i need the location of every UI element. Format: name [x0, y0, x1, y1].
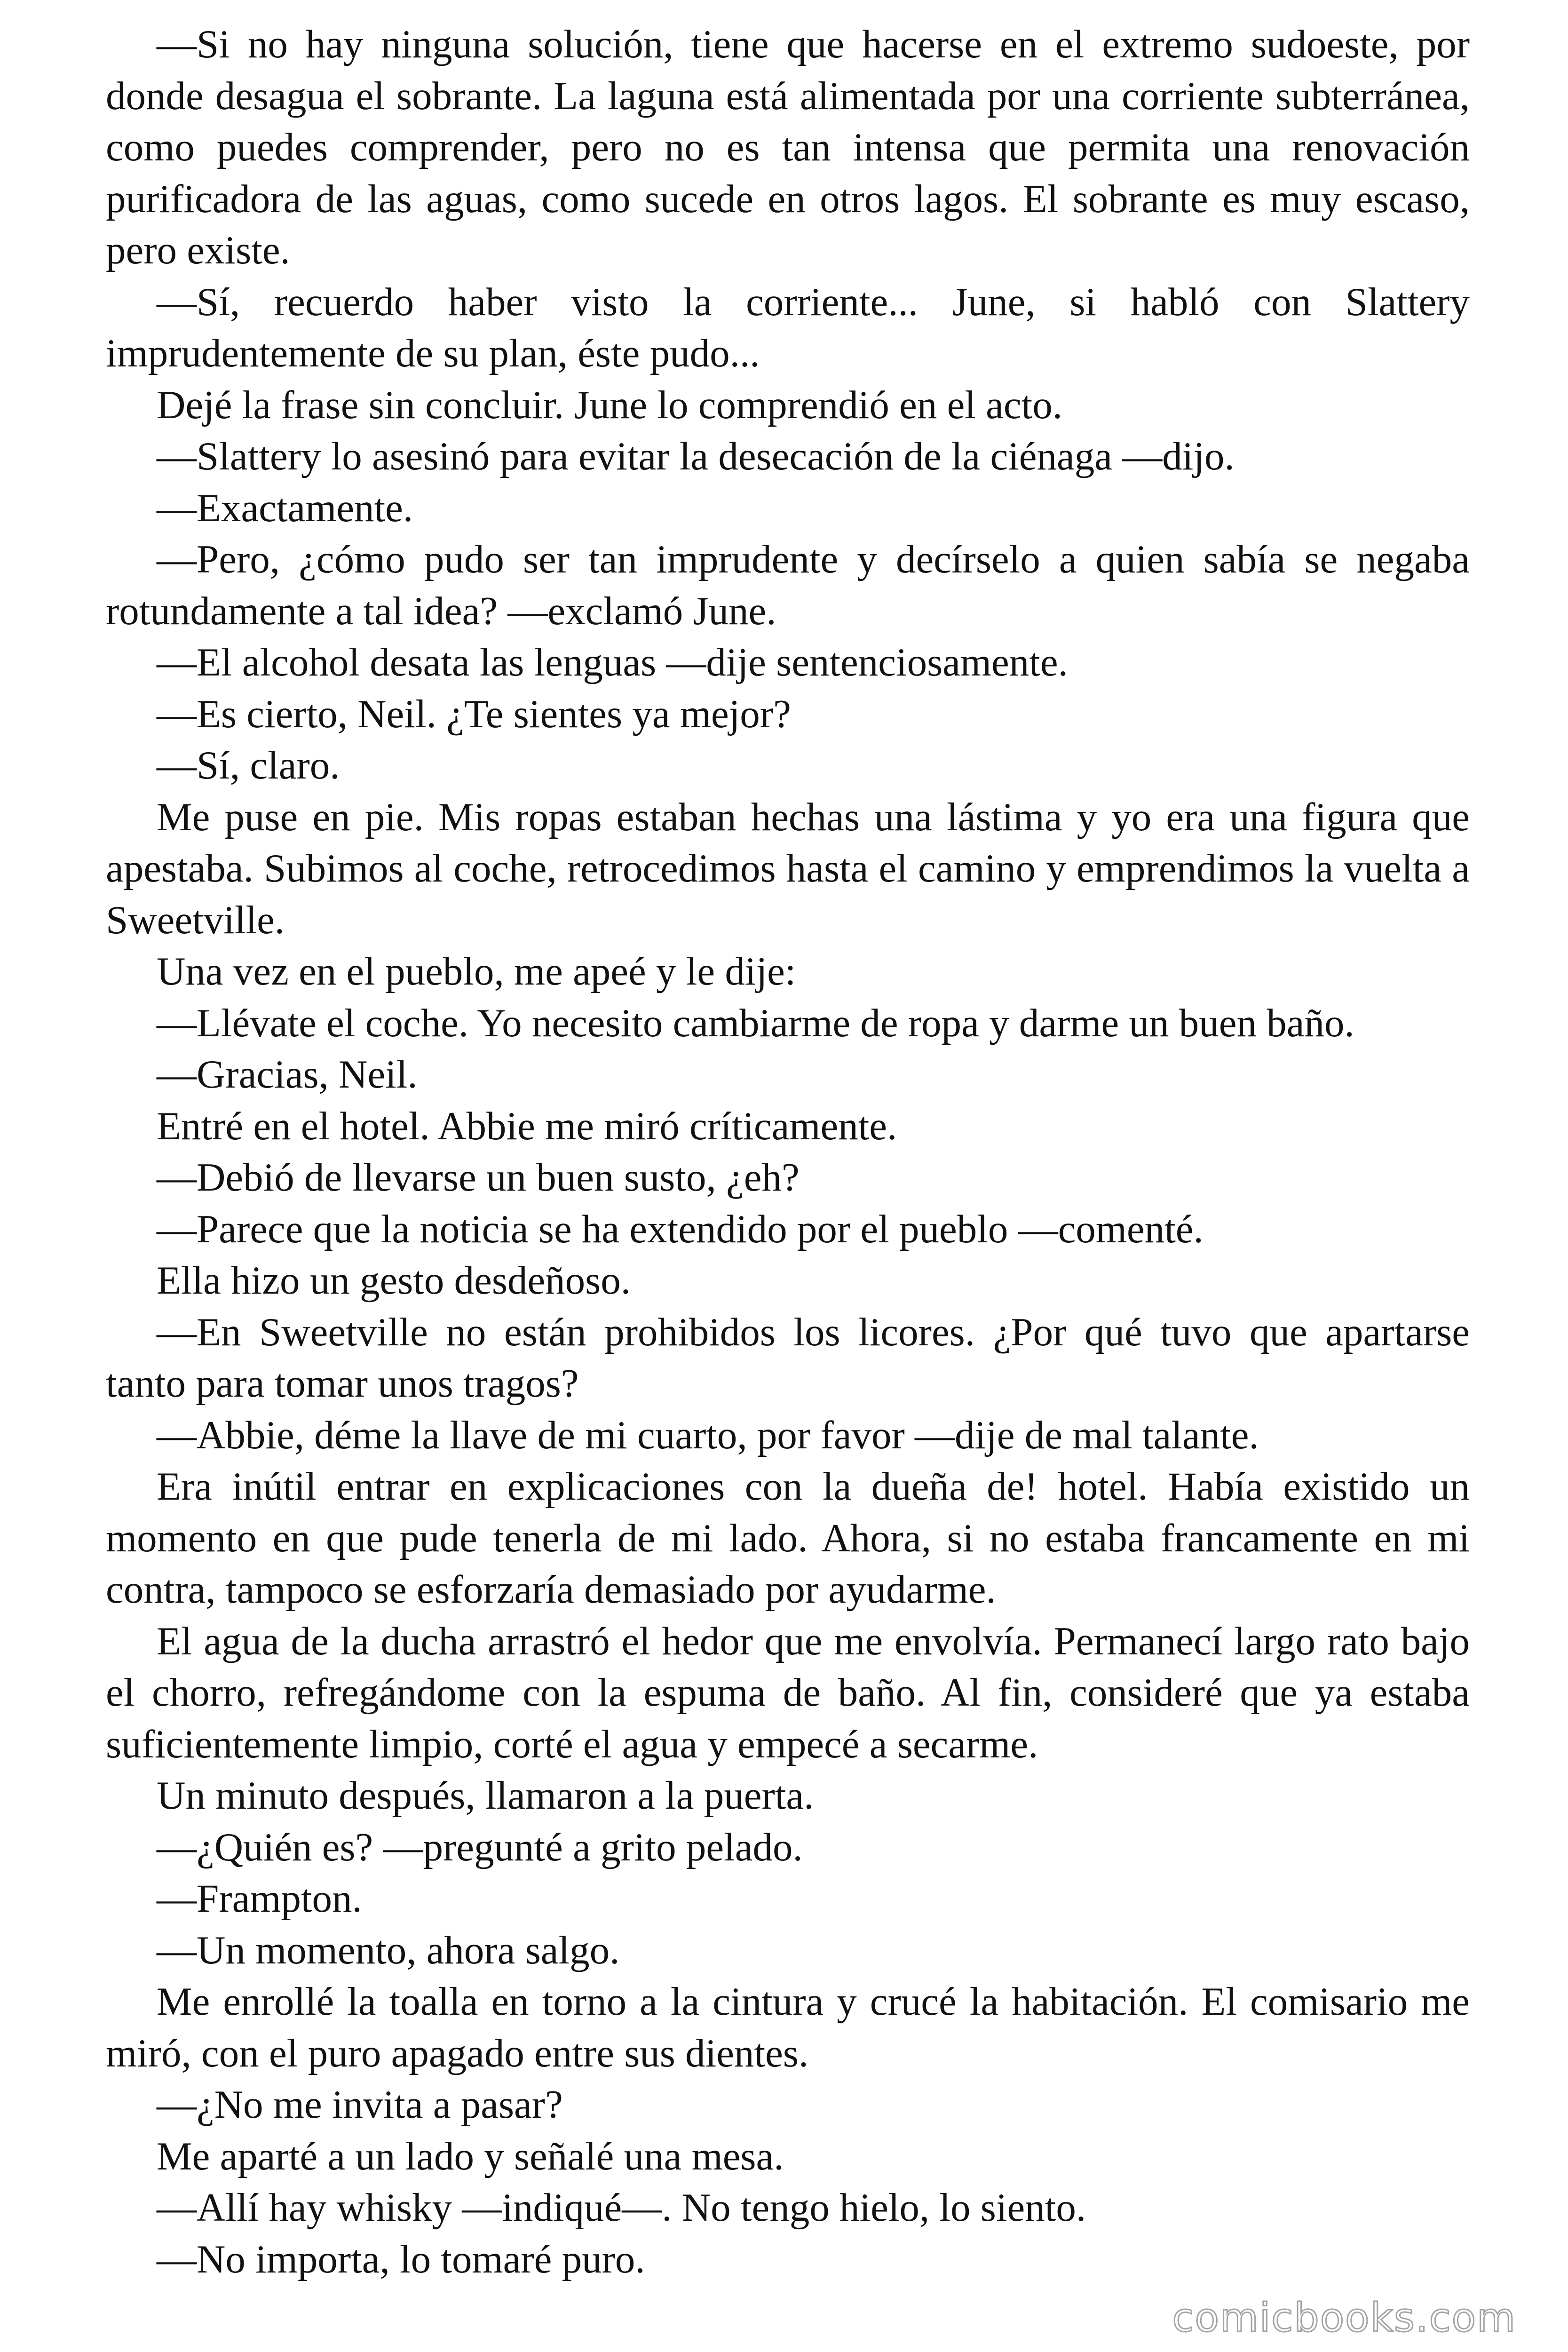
- paragraph: —Sí, claro.: [157, 743, 340, 787]
- paragraph: —Slattery lo asesinó para evitar la desecación de la ciénaga —dijo.: [157, 434, 1235, 478]
- page-body: [106, 19, 1470, 2285]
- paragraph: Me enrollé la toalla en torno a la cintura y crucé la habitación. El comisario me miró, con el puro apagado entre sus dientes.: [106, 1979, 1470, 2075]
- paragraph: Un minuto después, llamaron a la puerta.: [157, 1773, 814, 1818]
- paragraph: —El alcohol desata las lenguas —dije sentenciosamente.: [157, 640, 1068, 684]
- paragraph: —Abbie, déme la llave de mi cuarto, por favor —dije de mal talante.: [157, 1413, 1259, 1457]
- watermark: comicbooks.com: [1172, 2295, 1516, 2341]
- paragraph: —Llévate el coche. Yo necesito cambiarme de ropa y darme un buen baño.: [157, 1001, 1354, 1045]
- paragraph: —¿Quién es? —pregunté a grito pelado.: [157, 1825, 803, 1869]
- paragraph: —¿No me invita a pasar?: [157, 2082, 563, 2127]
- paragraph: —Gracias, Neil.: [157, 1052, 418, 1097]
- paragraph: —Debió de llevarse un buen susto, ¿eh?: [157, 1155, 800, 1200]
- paragraph: Me puse en pie. Mis ropas estaban hechas una lástima y yo era una figura que apestaba. Subimos al coche, retrocedimos hasta el camino y emprendimos la vuelta a Sweetville.: [106, 795, 1470, 942]
- paragraph: Ella hizo un gesto desdeñoso.: [157, 1258, 631, 1303]
- paragraph: —En Sweetville no están prohibidos los licores. ¿Por qué tuvo que apartarse tanto para tomar unos tragos?: [106, 1310, 1470, 1406]
- paragraph: Una vez en el pueblo, me apeé y le dije:: [157, 949, 796, 993]
- paragraph: —Parece que la noticia se ha extendido por el pueblo —comenté.: [157, 1207, 1204, 1251]
- paragraph: —Allí hay whisky —indiqué—. No tengo hielo, lo siento.: [157, 2185, 1086, 2230]
- paragraph: Era inútil entrar en explicaciones con la dueña de! hotel. Había existido un momento en que pude tenerla de mi lado. Ahora, si no estaba francamente en mi contra, tampoco se esforzaría demasiado por ayudarme.: [106, 1464, 1470, 1612]
- paragraph: Entré en el hotel. Abbie me miró críticamente.: [157, 1104, 897, 1148]
- paragraph: —Exactamente.: [157, 485, 413, 530]
- paragraph: —Es cierto, Neil. ¿Te sientes ya mejor?: [157, 691, 791, 736]
- paragraph: Me aparté a un lado y señalé una mesa.: [157, 2134, 784, 2178]
- paragraph: —Pero, ¿cómo pudo ser tan imprudente y decírselo a quien sabía se negaba rotundamente a tal idea? —exclamó June.: [106, 537, 1470, 633]
- paragraph: El agua de la ducha arrastró el hedor que me envolvía. Permanecí largo rato bajo el chorro, refregándome con la espuma de baño. Al fin, consideré que ya estaba suficientemente limpio, corté el agua y empecé a secarme.: [106, 1619, 1470, 1766]
- paragraph: —No importa, lo tomaré puro.: [157, 2237, 645, 2281]
- paragraph: —Sí, recuerdo haber visto la corriente... June, si habló con Slattery imprudentemente de su plan, éste pudo...: [106, 279, 1470, 375]
- paragraph: —Un momento, ahora salgo.: [157, 1928, 620, 1972]
- paragraph: Dejé la frase sin concluir. June lo comprendió en el acto.: [157, 382, 1062, 427]
- paragraph: —Frampton.: [157, 1876, 362, 1921]
- paragraph: —Si no hay ninguna solución, tiene que hacerse en el extremo sudoeste, por donde desagua el sobrante. La laguna está alimentada por una corriente subterránea, como puedes comprender, pero no es tan intensa que permita una renovación purificadora de las aguas, como sucede en otros lagos. El sobrante es muy escaso, pero existe.: [106, 22, 1470, 272]
